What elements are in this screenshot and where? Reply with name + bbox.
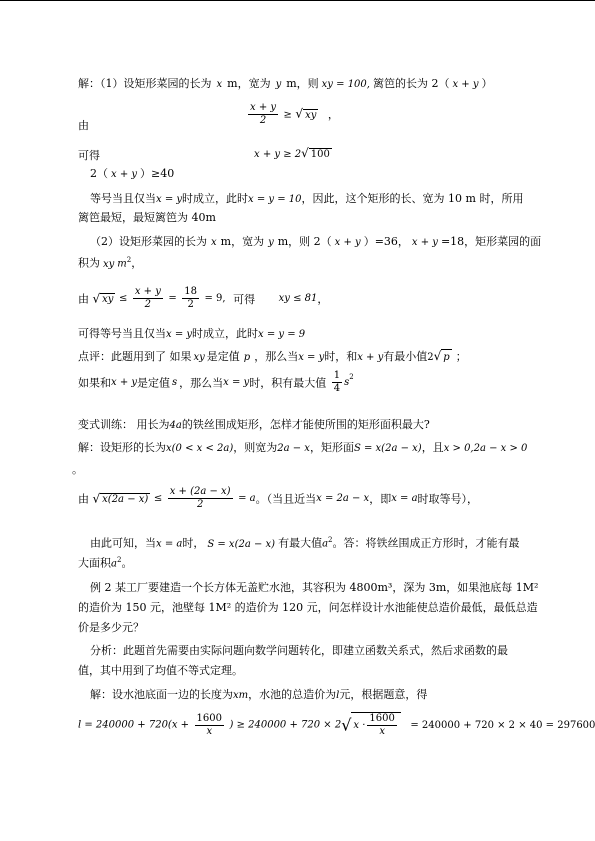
fraction: $\frac{x + y}{2}$	[250, 102, 277, 126]
text: m，宽为	[227, 77, 271, 90]
comment-line-2: 如果和x + y是定值 s ，那么当x = y时，积有最大值 $\frac{1}{4}$ $s^2$	[78, 370, 354, 394]
solution-part1-line	[78, 76, 493, 92]
equality-condition-line-2: 可得等号当且仅当x = y时成立，此时x = y = 9	[78, 327, 306, 340]
analysis-line-1: 分析：此题首先需要由实际问题向数学问题转化，即建立函数关系式，然后求函数的最	[90, 644, 508, 657]
area-inequality-line: 由 √ xy ≤ $\frac{x + y}{2}$ = $\frac{18}{2}$ = 9, 可得 xy ≤ 81，	[78, 286, 329, 310]
example2-line-2: 的造价为 150 元，池壁每 1M² 的造价为 120 元，问怎样设计水池能使总造价最低，最低总造	[78, 601, 538, 614]
conclusion-line: 由此可知，当x = a时， S = x(2a − x) 有最大值$a^2$。答：将铁丝围成正方形时，才能有最	[90, 536, 520, 550]
text: m，则	[286, 77, 319, 90]
page-top-rule	[0, 0, 595, 1]
solution-part2-line: （2）设矩形菜园的长为 x m，宽为 y m，则 2（ x + y ）=36， x + y =18，矩形菜园的面	[90, 235, 542, 248]
example2-line-3: 价是多少元？	[78, 621, 144, 634]
analysis-line-2: 值，其中用到了均值不等式定理。	[78, 664, 243, 677]
expr: x + y	[452, 79, 479, 90]
equation: xy = 100,	[321, 79, 370, 90]
shortest-fence-line: 篱笆最短，最短篱笆为 40m	[78, 211, 216, 224]
am-gm-inequality: $\frac{x + y}{2}$ ≥ √ xy ，	[250, 102, 339, 126]
conclusion-line-2: 大面积$a^2$。	[78, 556, 133, 570]
variant-solution-line: 解：设矩形的长为x(0 < x < 2a)，则宽为2a − x，矩形面S = x(2a − x)，且x > 0,2a − x > 0	[78, 441, 528, 454]
cost-inequality-line: l = 240000 + 720(x + $\frac{1600}{x}$ ) ≥ 240000 + 720 × 2√ x · $\frac{1600}{x}$ = 240000 + 720 × 2 × 40 = 297600	[78, 712, 595, 737]
from-line	[78, 118, 89, 133]
text: 解：（1）设矩形菜园的长为	[78, 77, 212, 90]
inequality: x + y ≥ 2√ 100	[254, 146, 330, 160]
example2-line-1: 例 2 某工厂要建造一个长方体无盖贮水池，其容积为 4800m³，深为 3m，如果池底每 1M²	[90, 581, 539, 594]
equality-condition-line: 等号当且仅当x = y时成立，此时x = y = 10，因此，这个矩形的长、宽为 10 m 时，所用	[90, 192, 524, 205]
var-x: x	[216, 79, 223, 90]
can-get-line: 可得	[78, 149, 100, 162]
period: 。	[72, 463, 83, 476]
text: ）	[481, 77, 493, 90]
comment-line: 点评：此题用到了 如果 xy 是定值 p ，那么当x = y时，和x + y有最小值2√ p ；	[78, 349, 467, 363]
text: 篱笆的长为 2（	[372, 77, 450, 90]
var-y: y	[275, 79, 282, 90]
variant-inequality-line: 由 √ x(2a − x) ≤ $\frac{x + (2a - x)}{2}$ = a。（当且近当x = 2a − x，即x = a时取等号），	[78, 486, 479, 510]
example2-solution-line: 解：设水池底面一边的长度为xm，水池的总造价为l元，根据题意，得	[90, 688, 428, 701]
perimeter-line: 2（ x + y ）≥40	[90, 167, 175, 180]
area-line: 积为 xy $m^2$，	[78, 256, 143, 270]
text: 由	[78, 119, 89, 132]
sqrt-body: x · $\frac{1600}{x}$	[351, 712, 400, 738]
variant-training-line: 变式训练： 用长为4a的铁丝围成矩形，怎样才能使所围的矩形面积最大?	[78, 418, 430, 431]
sqrt-symbol: √	[295, 106, 304, 121]
